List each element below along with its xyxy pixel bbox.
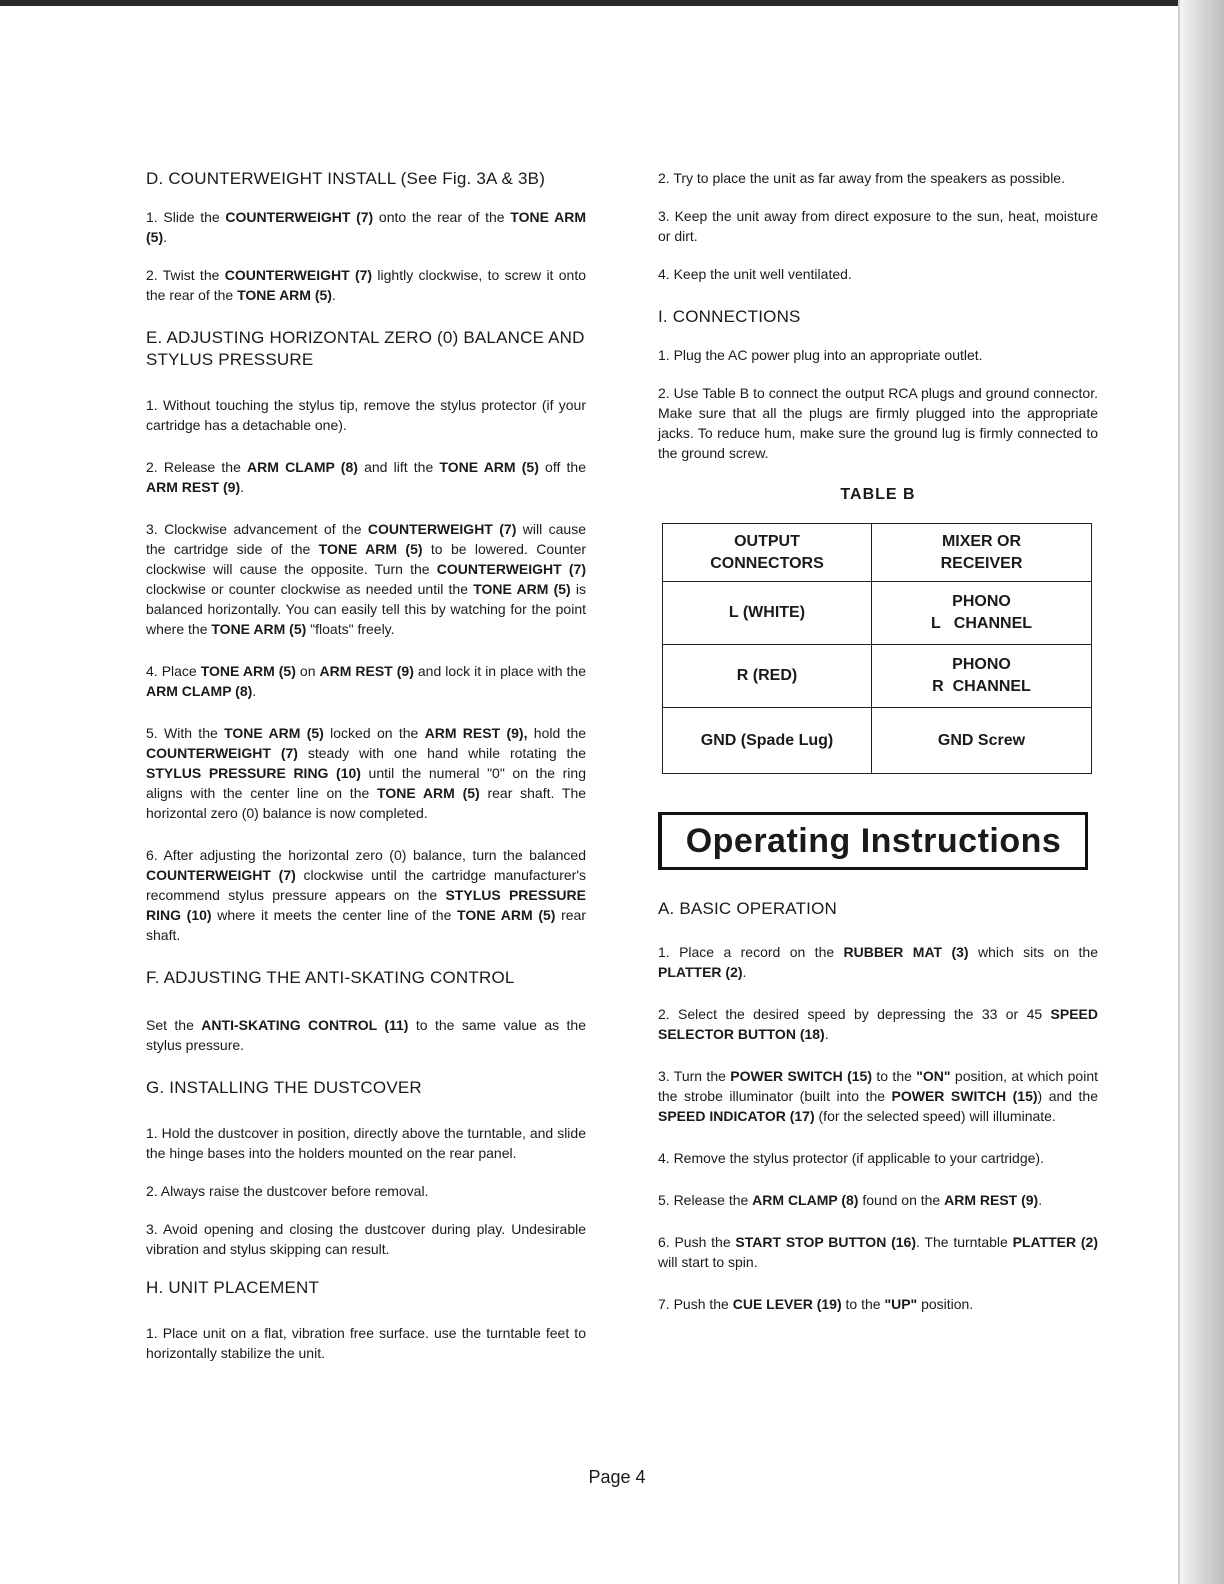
- section-i-step-1: 1. Plug the AC power plug into an appropriate outlet.: [658, 347, 983, 363]
- section-d-title: D. COUNTERWEIGHT INSTALL (See Fig. 3A & 3B): [146, 169, 546, 188]
- table-cell: PHONO R CHANNEL: [872, 645, 1092, 708]
- section-e-step-3: 3. Clockwise advancement of the COUNTERWEIGHT (7) will cause the cartridge side of the TONE ARM (5) to be lowered. Counter clockwise will cause the opposite. Turn the COUNTERWEIGHT (7) clockwise or counter clockwise as needed until the TONE ARM (5) is balanced horizontally. You can easily tell this by watching for the point where the TONE ARM (5) "floats" freely.: [146, 521, 587, 637]
- section-f-title: F. ADJUSTING THE ANTI-SKATING CONTROL: [146, 968, 515, 987]
- scan-edge-right: [1180, 0, 1224, 1584]
- right-column: [658, 168, 1098, 1332]
- section-a-step-1: 1. Place a record on the RUBBER MAT (3) which sits on the PLATTER (2).: [658, 944, 1098, 980]
- section-a-step-7: 7. Push the CUE LEVER (19) to the "UP" position.: [658, 1296, 974, 1312]
- table-b-title: TABLE B: [840, 486, 916, 503]
- section-e-step-1: 1. Without touching the stylus tip, remove the stylus protector (if your cartridge has a detachable one).: [146, 397, 586, 433]
- section-e-step-2: 2. Release the ARM CLAMP (8) and lift the TONE ARM (5) off the ARM REST (9).: [146, 459, 586, 495]
- page-number: Page 4: [588, 1467, 646, 1487]
- section-d-step-2: 2. Twist the COUNTERWEIGHT (7) lightly clockwise, to screw it onto the rear of the TONE ARM (5).: [146, 267, 587, 303]
- section-i-step-2: 2. Use Table B to connect the output RCA plugs and ground connector. Make sure that all the plugs are firmly plugged into the appropriate jacks. To reduce hum, make sure the ground lug is firmly connected to the ground screw.: [658, 385, 1098, 461]
- section-g-step-2: 2. Always raise the dustcover before removal.: [146, 1183, 429, 1199]
- section-g-step-1: 1. Hold the dustcover in position, directly above the turntable, and slide the hinge bases into the holders mounted on the rear panel.: [146, 1125, 586, 1161]
- table-cell: GND (Spade Lug): [663, 708, 872, 774]
- table-row: [663, 708, 1092, 774]
- table-cell: PHONO L CHANNEL: [872, 582, 1092, 645]
- section-f-step-1: Set the ANTI-SKATING CONTROL (11) to the same value as the stylus pressure.: [146, 1017, 586, 1053]
- section-a-step-6: 6. Push the START STOP BUTTON (16). The turntable PLATTER (2) will start to spin.: [658, 1234, 1099, 1270]
- section-h-title: H. UNIT PLACEMENT: [146, 1278, 320, 1297]
- table-cell: GND Screw: [872, 708, 1092, 774]
- section-g-title: G. INSTALLING THE DUSTCOVER: [146, 1078, 422, 1097]
- section-a-title: A. BASIC OPERATION: [658, 899, 837, 918]
- operating-instructions-banner: [658, 812, 1088, 870]
- table-header-cell: MIXER OR RECEIVER: [872, 524, 1092, 582]
- left-column: [146, 168, 586, 1381]
- scan-edge-top: [0, 0, 1180, 6]
- table-header-cell: OUTPUT CONNECTORS: [663, 524, 872, 582]
- table-b: [662, 523, 1092, 774]
- table-cell: R (RED): [663, 645, 872, 708]
- section-e-step-6: 6. After adjusting the horizontal zero (0) balance, turn the balanced COUNTERWEIGHT (7) clockwise until the cartridge manufacturer's recommend stylus pressure appears on the STYLUS PRESSURE RING (10) where it meets the center line of the TONE ARM (5) rear shaft.: [146, 847, 586, 943]
- section-e-step-5: 5. With the TONE ARM (5) locked on the ARM REST (9), hold the COUNTERWEIGHT (7) steady with one hand while rotating the STYLUS PRESSURE RING (10) until the numeral "0" on the ring aligns with the center line on the TONE ARM (5) rear shaft. The horizontal zero (0) balance is now completed.: [146, 725, 587, 821]
- section-g-step-3: 3. Avoid opening and closing the dustcover during play. Undesirable vibration and stylus skipping can result.: [146, 1221, 586, 1257]
- operating-instructions-title: Operating Instructions: [685, 822, 1062, 860]
- section-i-title: I. CONNECTIONS: [658, 307, 801, 326]
- placement-step-3: 3. Keep the unit away from direct exposure to the sun, heat, moisture or dirt.: [658, 208, 1098, 244]
- table-cell: L (WHITE): [663, 582, 872, 645]
- table-header-row: [663, 524, 1092, 582]
- section-h-step-1: 1. Place unit on a flat, vibration free surface. use the turntable feet to horizontally stabilize the unit.: [146, 1325, 586, 1361]
- section-e-title: E. ADJUSTING HORIZONTAL ZERO (0) BALANCE AND STYLUS PRESSURE: [146, 328, 585, 369]
- placement-step-4: 4. Keep the unit well ventilated.: [658, 266, 852, 282]
- table-row: [663, 645, 1092, 708]
- placement-step-2: 2. Try to place the unit as far away from the speakers as possible.: [658, 170, 1065, 186]
- section-a-step-4: 4. Remove the stylus protector (if applicable to your cartridge).: [658, 1150, 1044, 1166]
- table-row: [663, 582, 1092, 645]
- section-d-step-1: 1. Slide the COUNTERWEIGHT (7) onto the rear of the TONE ARM (5).: [146, 209, 586, 245]
- section-a-step-5: 5. Release the ARM CLAMP (8) found on the ARM REST (9).: [658, 1192, 1043, 1208]
- section-a-step-3: 3. Turn the POWER SWITCH (15) to the "ON" position, at which point the strobe illuminator (built into the POWER SWITCH (15)) and the SPEED INDICATOR (17) (for the selected speed) will illuminate.: [658, 1068, 1099, 1124]
- section-e-step-4: 4. Place TONE ARM (5) on ARM REST (9) and lock it in place with the ARM CLAMP (8).: [146, 663, 586, 699]
- section-a-step-2: 2. Select the desired speed by depressing the 33 or 45 SPEED SELECTOR BUTTON (18).: [658, 1006, 1098, 1042]
- page-footer: [0, 1467, 1224, 1488]
